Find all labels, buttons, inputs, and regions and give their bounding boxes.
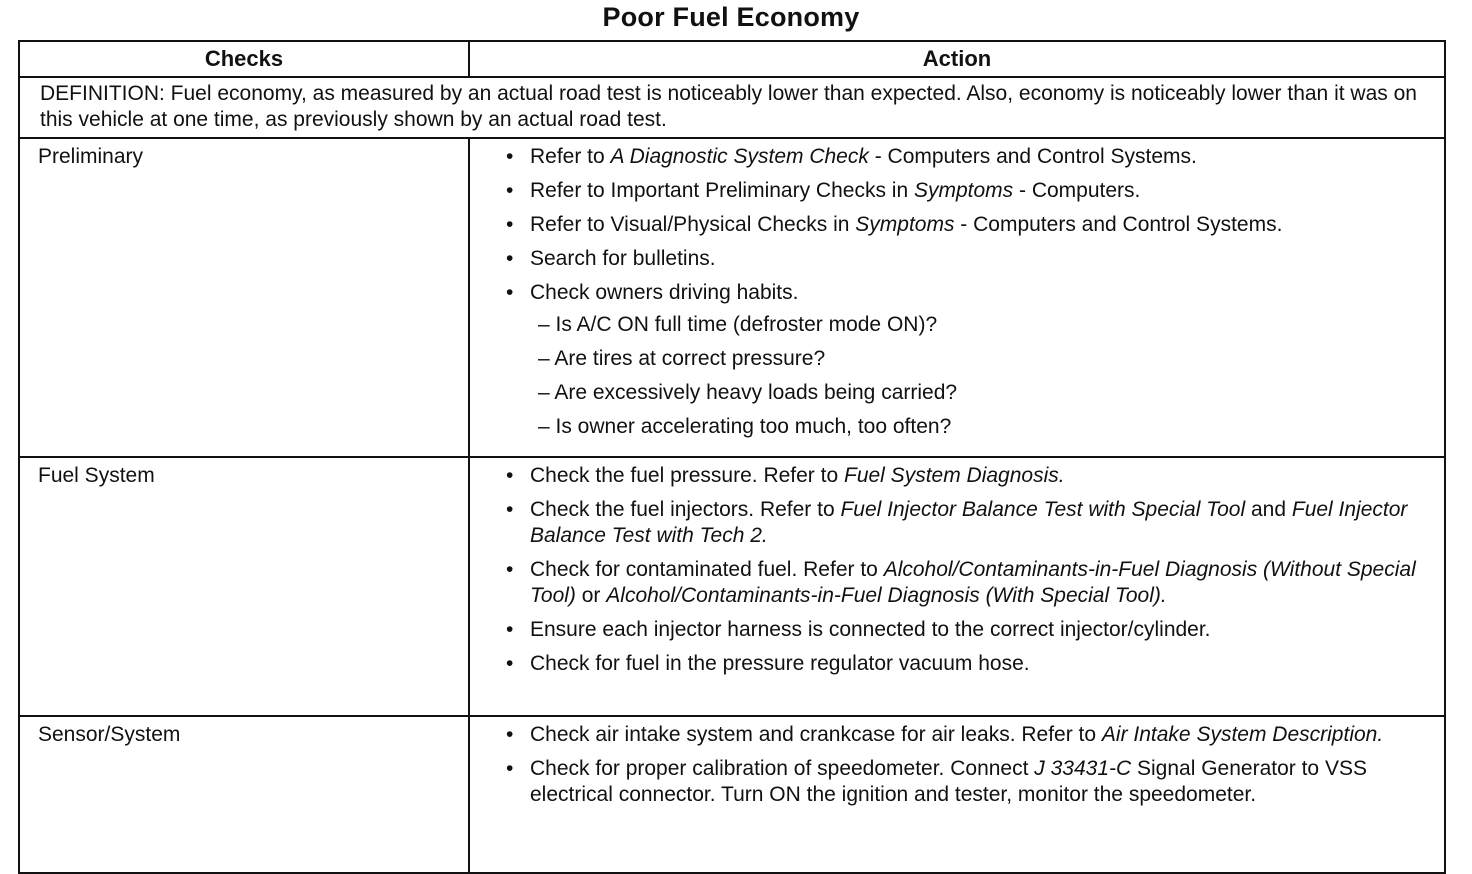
- reference-text: Air Intake System Description.: [1101, 723, 1384, 746]
- action-text: - Computers and Control Systems.: [868, 145, 1197, 168]
- action-list: [506, 463, 1440, 677]
- reference-text: J 33431-C: [1034, 757, 1132, 780]
- reference-text: Fuel Injector Balance Test with Special Tool: [840, 498, 1246, 521]
- table-row: [19, 716, 1445, 873]
- action-item: [506, 497, 1440, 549]
- bullet-icon: •: [506, 498, 514, 521]
- action-text: Check for contaminated fuel. Refer to: [530, 558, 884, 581]
- header-action: Action: [469, 41, 1445, 77]
- sub-question: – Is A/C ON full time (defroster mode ON)?: [538, 313, 938, 336]
- action-item: [506, 144, 1440, 170]
- action-text: Ensure each injector harness is connected to the correct injector/cylinder.: [530, 618, 1211, 641]
- bullet-icon: •: [506, 757, 514, 780]
- action-text: Check for fuel in the pressure regulator vacuum hose.: [530, 652, 1030, 675]
- reference-text: Alcohol/Contaminants-in-Fuel Diagnosis (With Special Tool).: [606, 584, 1167, 607]
- bullet-icon: •: [506, 618, 514, 641]
- bullet-icon: •: [506, 145, 514, 168]
- reference-text: Symptoms: [855, 213, 955, 236]
- check-label: Sensor/System: [19, 716, 469, 873]
- action-text: Check air intake system and crankcase for air leaks. Refer to: [530, 723, 1102, 746]
- bullet-icon: •: [506, 281, 514, 304]
- reference-text: Fuel System Diagnosis.: [844, 464, 1065, 487]
- action-item: [506, 557, 1440, 609]
- table-row: [19, 457, 1445, 716]
- diagnosis-table: [18, 40, 1446, 874]
- action-item: [506, 463, 1440, 489]
- action-cell: [469, 457, 1445, 716]
- action-item: [506, 651, 1440, 677]
- action-cell: [469, 138, 1445, 457]
- action-text: Signal Generator to VSS electrical connector. Turn ON the ignition and tester, monitor the speedometer.: [530, 757, 1367, 806]
- action-item: [506, 722, 1440, 748]
- bullet-icon: •: [506, 464, 514, 487]
- check-label: Preliminary: [19, 138, 469, 457]
- reference-text: Fuel Injector Balance Test with Tech 2.: [530, 498, 1408, 547]
- bullet-icon: •: [506, 179, 514, 202]
- action-text: Check the fuel injectors. Refer to: [530, 498, 841, 521]
- definition-text: DEFINITION: Fuel economy, as measured by an actual road test is noticeably lower than expected. Also, economy is noticeably lower than it was on this vehicle at one time, as previously shown by an actual road test.: [19, 77, 1445, 138]
- action-item: [506, 178, 1440, 204]
- sub-question: – Is owner accelerating too much, too often?: [538, 415, 952, 438]
- action-text: and: [1245, 498, 1292, 521]
- definition-row: [19, 77, 1445, 138]
- action-text: or: [575, 584, 607, 607]
- action-item: [506, 212, 1440, 238]
- action-text: - Computers.: [1013, 179, 1141, 202]
- bullet-icon: •: [506, 558, 514, 581]
- page-title: Poor Fuel Economy: [602, 2, 860, 32]
- action-item: [506, 617, 1440, 643]
- header-checks: Checks: [19, 41, 469, 77]
- action-item: [506, 280, 1440, 440]
- sub-question-list: [538, 312, 1440, 440]
- sub-question: – Are tires at correct pressure?: [538, 347, 826, 370]
- action-list: [506, 144, 1440, 440]
- action-text: Refer to: [530, 145, 611, 168]
- header-row: [19, 41, 1445, 77]
- reference-text: Alcohol/Contaminants-in-Fuel Diagnosis (Without Special Tool): [530, 558, 1416, 607]
- action-text: Check for proper calibration of speedometer. Connect: [530, 757, 1035, 780]
- action-text: Refer to Important Preliminary Checks in: [530, 179, 914, 202]
- action-text: Check the fuel pressure. Refer to: [530, 464, 844, 487]
- bullet-icon: •: [506, 213, 514, 236]
- action-text: - Computers and Control Systems.: [954, 213, 1283, 236]
- action-text: Refer to Visual/Physical Checks in: [530, 213, 856, 236]
- bullet-icon: •: [506, 247, 514, 270]
- action-cell: [469, 716, 1445, 873]
- action-text: Check owners driving habits.: [530, 281, 799, 304]
- action-item: [506, 246, 1440, 272]
- action-item: [506, 756, 1440, 808]
- reference-text: A Diagnostic System Check: [610, 145, 869, 168]
- table-row: [19, 138, 1445, 457]
- check-label: Fuel System: [19, 457, 469, 716]
- bullet-icon: •: [506, 652, 514, 675]
- bullet-icon: •: [506, 723, 514, 746]
- action-text: Search for bulletins.: [530, 247, 716, 270]
- action-list: [506, 722, 1440, 808]
- reference-text: Symptoms: [913, 179, 1014, 202]
- sub-question: – Are excessively heavy loads being carried?: [538, 381, 958, 404]
